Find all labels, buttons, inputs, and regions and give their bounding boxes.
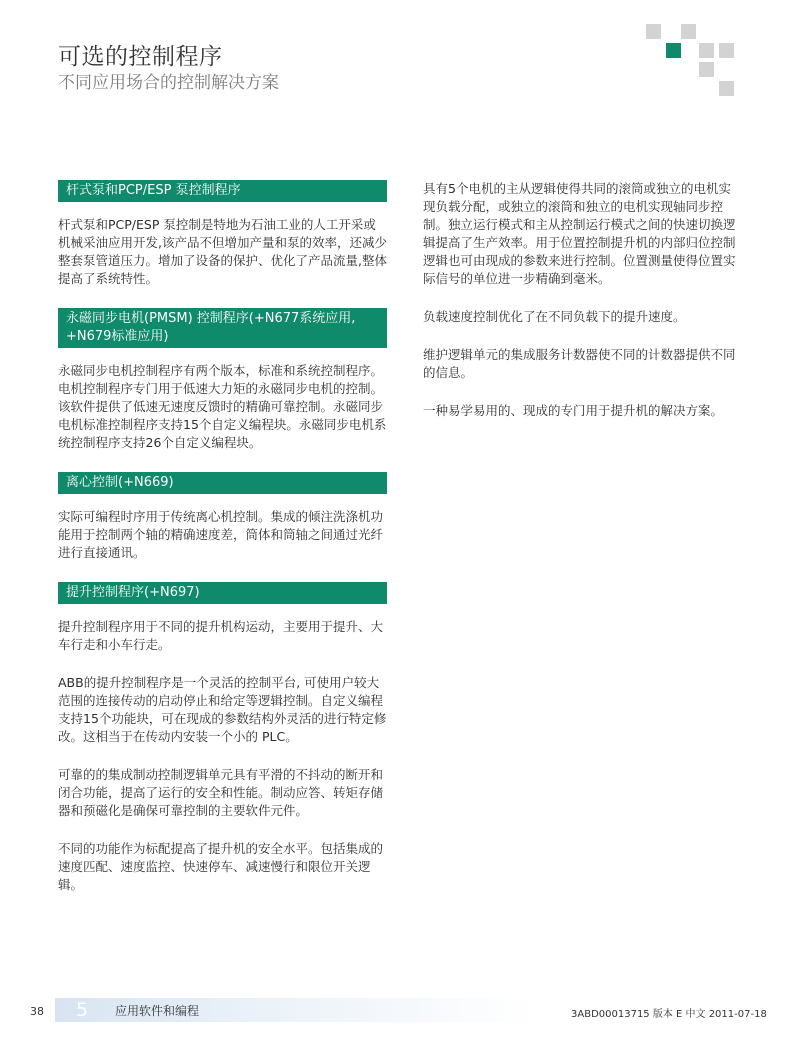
- deco-square: [719, 43, 734, 58]
- section-paragraph: ABB的提升控制程序是一个灵活的控制平台, 可使用户较大范围的连接传动的启动停止和给定等逻辑控制。自定义编程支持15个功能块，可在现成的参数结构外灵活的进行特定修改。这相当于在传动内安装一个小的 PLC。: [58, 675, 387, 744]
- section-paragraph: 杆式泵和PCP/ESP 泵控制是特地为石油工业的人工开采或机械采油应用开发,该产品不但增加产量和泵的效率，还减少整套泵管道压力。增加了设备的保护、优化了产品流量,整体提高了系统特性。: [58, 217, 387, 286]
- page-number: 38: [30, 1005, 44, 1018]
- right-paragraph: 负载速度控制优化了在不同负载下的提升速度。: [423, 309, 686, 324]
- page-subtitle: 不同应用场合的控制解决方案: [58, 73, 279, 93]
- section-paragraph: 实际可编程时序用于传统离心机控制。集成的倾注洗涤机功能用于控制两个轴的精确速度差，筒体和筒轴之间通过光纤进行直接通讯。: [58, 509, 384, 560]
- section-paragraph: 不同的功能作为标配提高了提升机的安全水平。包括集成的速度匹配、速度监控、快速停车、减速慢行和限位开关逻辑。: [58, 841, 384, 892]
- chapter-number: 5: [76, 999, 89, 1021]
- deco-square: [719, 81, 734, 96]
- deco-square: [699, 62, 714, 77]
- left-column: [58, 180, 388, 914]
- deco-square: [681, 24, 696, 39]
- right-paragraph: 维护逻辑单元的集成服务计数器使不同的计数器提供不同的信息。: [423, 347, 736, 380]
- deco-square: [699, 43, 714, 58]
- section-paragraph: 提升控制程序用于不同的提升机构运动，主要用于提升、大车行走和小车行走。: [58, 619, 384, 652]
- document-id: 3ABD00013715 版本 E 中文 2011-07-18: [571, 1009, 767, 1020]
- section-heading-crane: 提升控制程序(+N697): [58, 582, 387, 604]
- right-column: [423, 180, 743, 440]
- page-title: 可选的控制程序: [58, 44, 223, 70]
- section-heading-pump: 杆式泵和PCP/ESP 泵控制程序: [58, 180, 387, 202]
- section-paragraph: 永磁同步电机控制程序有两个版本，标准和系统控制程序。电机控制程序专门用于低速大力矩的永磁同步电机的控制。该软件提供了低速无速度反馈时的精确可靠控制。永磁同步电机标准控制程序支持15个自定义编程块。永磁同步电机系统控制程序支持26个自定义编程块。: [58, 363, 387, 450]
- section-heading-centrifuge: 离心控制(+N669): [58, 472, 387, 494]
- chapter-title: 应用软件和编程: [115, 1004, 200, 1018]
- deco-square: [646, 24, 661, 39]
- right-paragraph: 一种易学易用的、现成的专门用于提升机的解决方案。: [423, 403, 724, 418]
- right-paragraph: 具有5个电机的主从逻辑使得共同的滚筒或独立的电机实现负载分配，或独立的滚筒和独立的电机实现轴同步控制。独立运行模式和主从控制运行模式之间的快速切换逻辑提高了生产效率。用于位置控制提升机的内部归位控制逻辑也可由现成的参数来进行控制。位置测量使得位置实际信号的单位进一步精确到毫米。: [423, 181, 736, 286]
- section-heading-pmsm: 永磁同步电机(PMSM) 控制程序(+N677系统应用, +N679标准应用): [58, 308, 387, 348]
- deco-square-accent: [666, 43, 681, 58]
- section-paragraph: 可靠的的集成制动控制逻辑单元具有平滑的不抖动的断开和闭合功能，提高了运行的安全和性能。制动应答、转矩存储器和预磁化是确保可靠控制的主要软件元件。: [58, 767, 384, 818]
